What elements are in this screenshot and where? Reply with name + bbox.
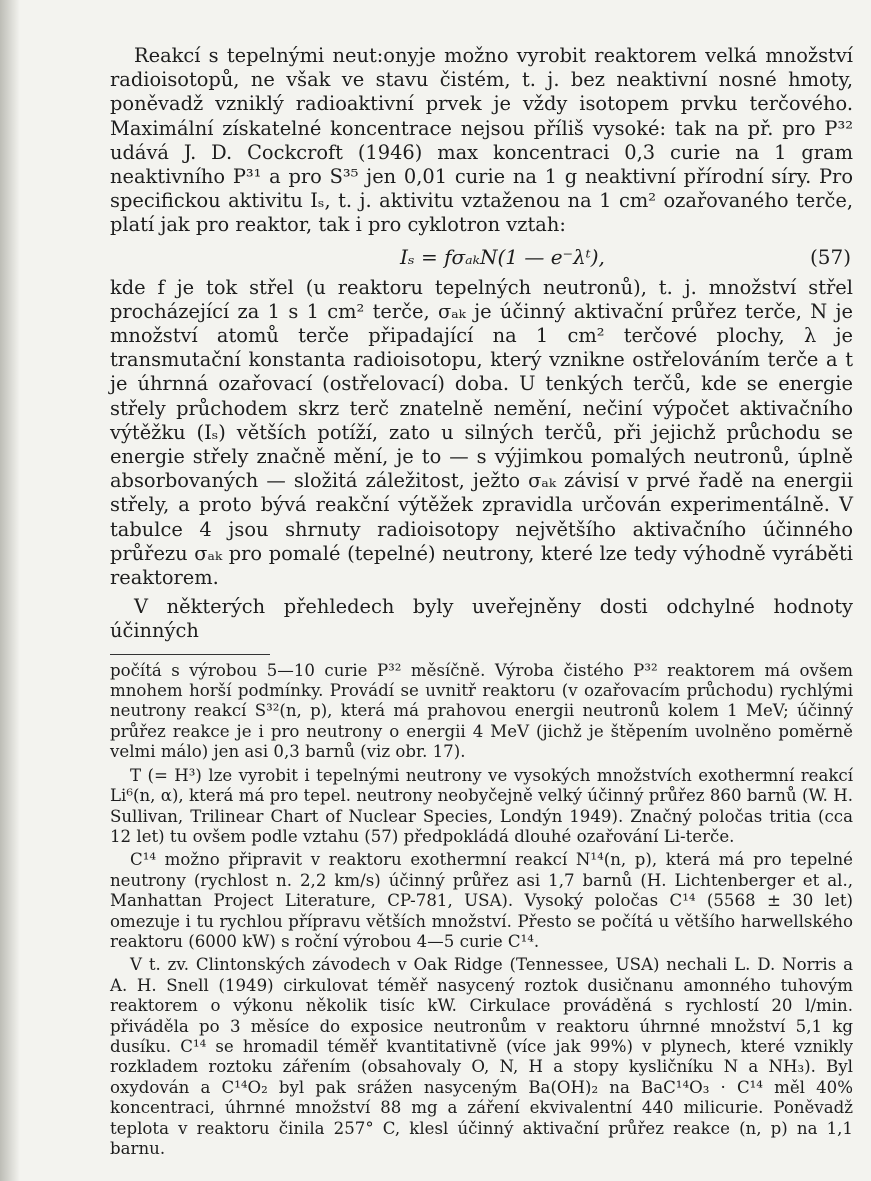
footnote-tritium: T (= H³) lze vyrobit i tepelnými neutrony ve vysokých množstvích exothermní reakcí Li⁶(n, α), která má pro tepel. neutrony neobyčejně velký účinný průřez 860 barnů (W. H. Sullivan, Trilinear Chart of Nuclear Species, Londýn 1949). Značný poločas tritia (cca 12 let) tu ovšem podle vztahu (57) předpokládá dlouhé ozařování Li-terče. (110, 765, 853, 846)
paragraph-explanation: kde f je tok střel (u reaktoru tepelných neutronů), t. j. množství střel procházející za 1 s 1 cm² terče, σₐₖ je účinný aktivační průřez terče, N je množství atomů terče připadající na 1 cm² terčové plochy, λ je transmutační konstanta radioisotopu, který vznikne ostřelováním terče a t je úhrnná ozařovací (ostřelovací) doba. U tenkých terčů, kde se energie střely průchodem skrz terč znatelně nemění, nečiní výpočet aktivačního výtěžku (Iₛ) větších potíží, zato u silných terčů, při jejichž průchodu se energie střely značně mění, je to — s výjimkou pomalých neutronů, úplně absorbovaných — složitá záležitost, ježto σₐₖ závisí v prvé řadě na energii střely, a proto bývá reakční výtěžek zpravidla určován experimentálně. V tabulce 4 jsou shrnuty radioisotopy největšího aktivačního účinného průřezu σₐₖ pro pomalé (tepelné) neutrony, které lze tedy výhodně vyráběti reaktorem. (110, 275, 853, 590)
equation-57 (110, 238, 853, 276)
footnote-oak-ridge: V t. zv. Clintonských závodech v Oak Ridge (Tennessee, USA) nechali L. D. Norris a A. H. Snell (1949) cirkulovat téměř nasycený roztok dusičnanu amonného tuhovým reaktorem o výkonu několik tisíc kW. Cirkulace prováděná s rychlostí 20 l/min. přiváděla po 3 měsíce do exposice neutronům v reaktoru úhrnné množství 5,1 kg dusíku. C¹⁴ se hromadil téměř kvantitativně (více jak 99%) v plynech, které vznikly rozkladem roztoku zářením (obsahovaly O, N, H a stopy kysličníku N a NH₃). Byl oxydován a C¹⁴O₂ byl pak srážen nasyceným Ba(OH)₂ na BaC¹⁴O₃ · C¹⁴ měl 40% koncentraci, úhrnné množství 88 mg a záření ekvivalentní 440 milicurie. Poněvadž teplota v reaktoru činila 257° C, klesl účinný aktivační průřez reakce (n, p) na 1,1 barnu. (110, 955, 853, 1159)
paragraph-radioisotopes: Reakcí s tepelnými neut:onyje možno vyrobit reaktorem velká množství radioisotopů, ne však ve stavu čistém, t. j. bez neaktivní nosné hmoty, poněvadž vzniklý radioaktivní prvek je vždy isotopem prvku terčového. Maximální získatelné koncentrace nejsou příliš vysoké: tak na př. pro P³² udává J. D. Cockcroft (1946) max koncentraci 0,3 curie na 1 gram neaktivního P³¹ a pro S³⁵ jen 0,01 curie na 1 g neaktivní přírodní síry. Pro specifickou aktivitu Iₛ, t. j. aktivitu vztaženou na 1 cm² ozařovaného terče, platí jak pro reaktor, tak i pro cyklotron vztah: (110, 44, 853, 237)
footnote-divider (110, 654, 270, 655)
paragraph-cross-sections: V některých přehledech byly uveřejněny dosti odchylné hodnoty účinných (110, 595, 853, 643)
main-text (110, 44, 853, 644)
equation-number: (57) (809, 244, 851, 269)
footnotes (110, 661, 853, 1160)
equation-formula: Iₛ = fσₐₖN(1 — e⁻λᵗ), (400, 244, 605, 269)
footnote-carbon-14: C¹⁴ možno připravit v reaktoru exothermní reakcí N¹⁴(n, p), která má pro tepelné neutrony (rychlost n. 2,2 km/s) účinný průřez asi 1,7 barnů (H. Lichtenberger et al., Manhattan Project Literature, CP-781, USA). Vysoký poločas C¹⁴ (5568 ± 30 let) omezuje i tu rychlou přípravu větších množství. Přesto se počítá u většího harwellského reaktoru (6000 kW) s roční výrobou 4—5 curie C¹⁴. (110, 850, 853, 951)
footnote-phosphorus: počítá s výrobou 5—10 curie P³² měsíčně. Výroba čistého P³² reaktorem má ovšem mnohem horší podmínky. Provádí se uvnitř reaktoru (v ozařovacím průchodu) rychlými neutrony reakcí S³²(n, p), která má prahovou energii neutronů kolem 1 MeV; účinný průřez reakce je i pro neutrony o energii 4 MeV (jichž je štěpením uvolněno poměrně velmi málo) jen asi 0,3 barnů (viz obr. 17). (110, 660, 853, 762)
